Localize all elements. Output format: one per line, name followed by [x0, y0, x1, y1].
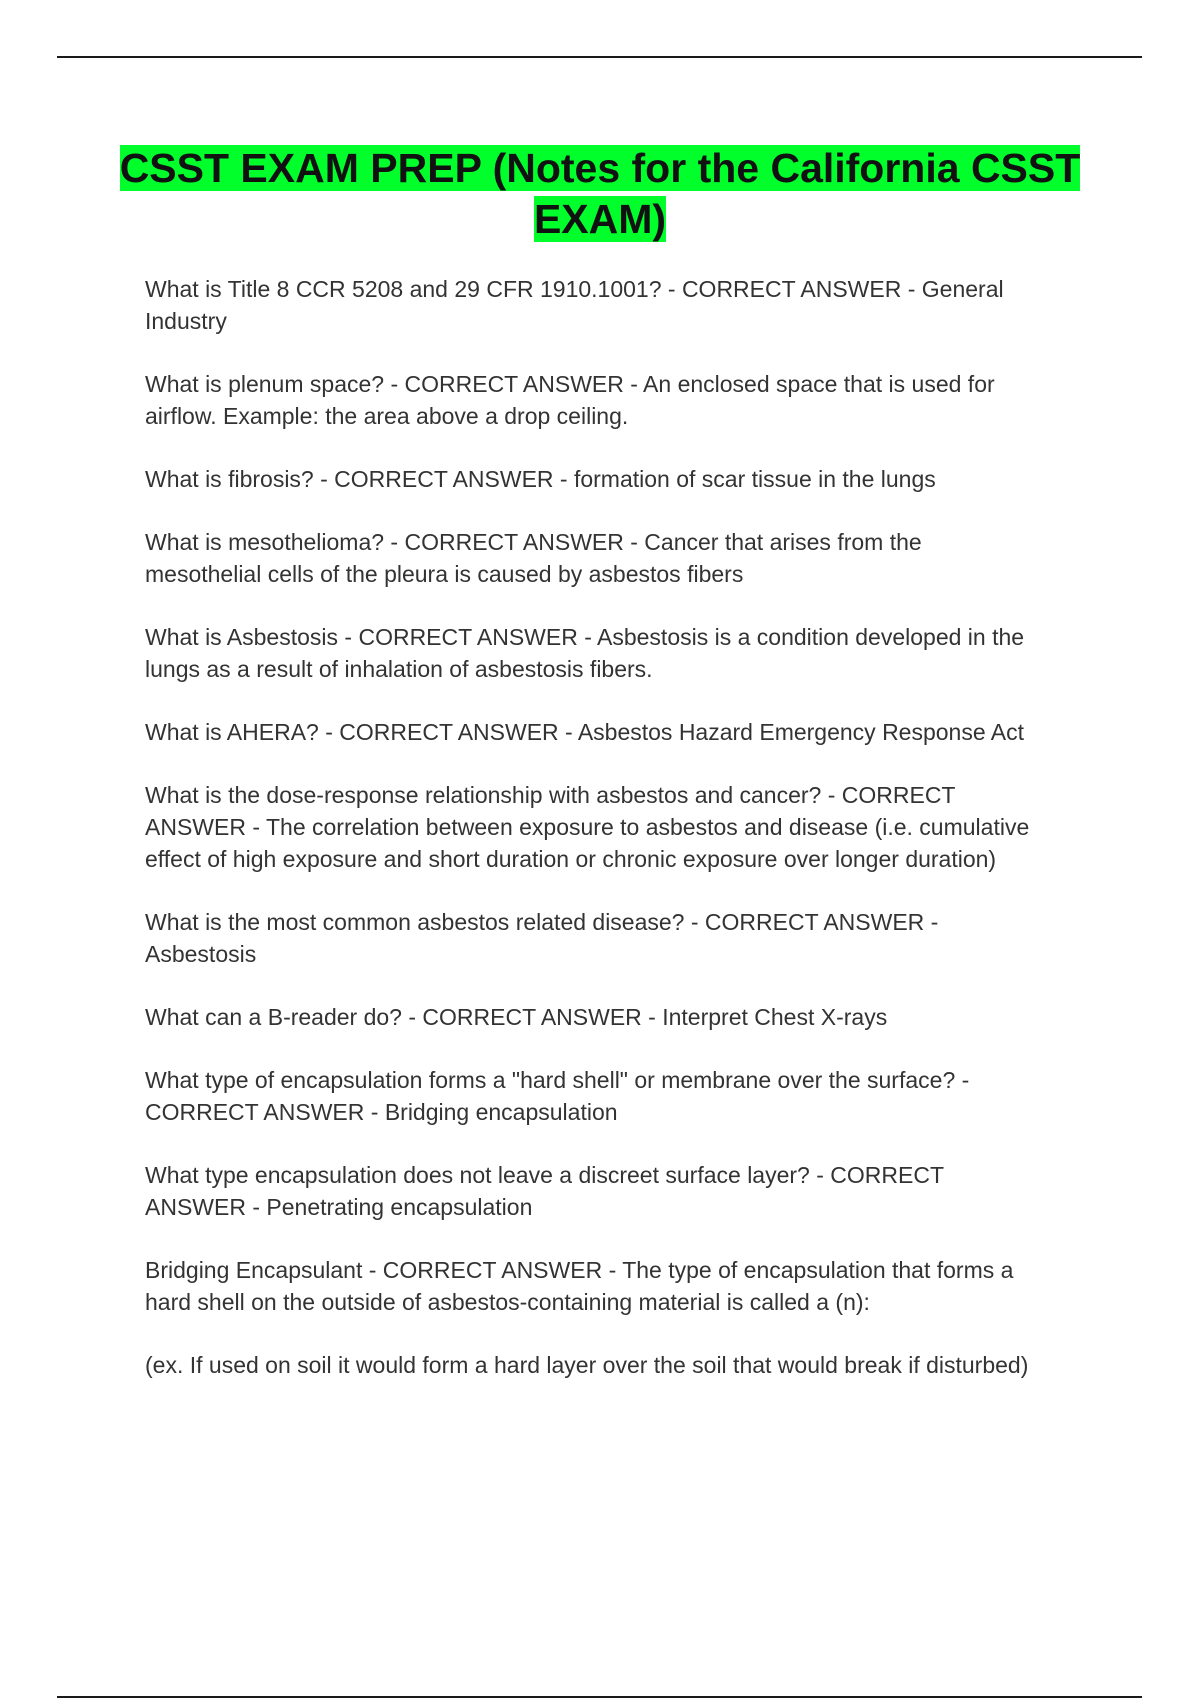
document-title: CSST EXAM PREP (Notes for the California CSST EXAM) — [119, 145, 1081, 242]
header-rule — [57, 56, 1142, 58]
paragraph-b-reader: What can a B-reader do? - CORRECT ANSWER - Interpret Chest X-rays — [145, 1004, 888, 1030]
paragraph-dose-response: What is the dose-response relationship with asbestos and cancer? - CORRECT ANSWER - The correlation between exposure to asbestos and disease (i.e. cumulative effect of high exposure and short duration or chronic exposure over longer duration) — [145, 782, 1030, 872]
paragraph-soil-example: (ex. If used on soil it would form a hard layer over the soil that would break if disturbed) — [145, 1352, 1029, 1378]
paragraph-mesothelioma: What is mesothelioma? - CORRECT ANSWER - Cancer that arises from the mesothelial cells of the pleura is caused by asbestos fibers — [145, 529, 922, 587]
paragraph-ahera: What is AHERA? - CORRECT ANSWER - Asbestos Hazard Emergency Response Act — [145, 719, 1024, 745]
title-block — [100, 143, 1100, 245]
paragraph-penetrating: What type encapsulation does not leave a discreet surface layer? - CORRECT ANSWER - Penetrating encapsulation — [145, 1162, 944, 1220]
document-body — [145, 273, 1085, 1412]
paragraph-asbestosis: What is Asbestosis - CORRECT ANSWER - Asbestosis is a condition developed in the lungs as a result of inhalation of asbestosis fibers. — [145, 624, 1025, 682]
footer-rule — [57, 1696, 1142, 1698]
paragraph-common-disease: What is the most common asbestos related disease? - CORRECT ANSWER - Asbestosis — [145, 909, 939, 967]
paragraph-plenum-space: What is plenum space? - CORRECT ANSWER - An enclosed space that is used for airflow. Example: the area above a drop ceiling. — [145, 371, 995, 429]
paragraph-hard-shell: What type of encapsulation forms a "hard shell" or membrane over the surface? - CORRECT ANSWER - Bridging encapsulation — [145, 1067, 970, 1125]
paragraph-bridging-encapsulant: Bridging Encapsulant - CORRECT ANSWER - The type of encapsulation that forms a hard shell on the outside of asbestos-containing material is called a (n): — [145, 1257, 1014, 1315]
paragraph-title-8: What is Title 8 CCR 5208 and 29 CFR 1910.1001? - CORRECT ANSWER - General Industry — [145, 276, 1004, 334]
paragraph-fibrosis: What is fibrosis? - CORRECT ANSWER - formation of scar tissue in the lungs — [145, 466, 936, 492]
